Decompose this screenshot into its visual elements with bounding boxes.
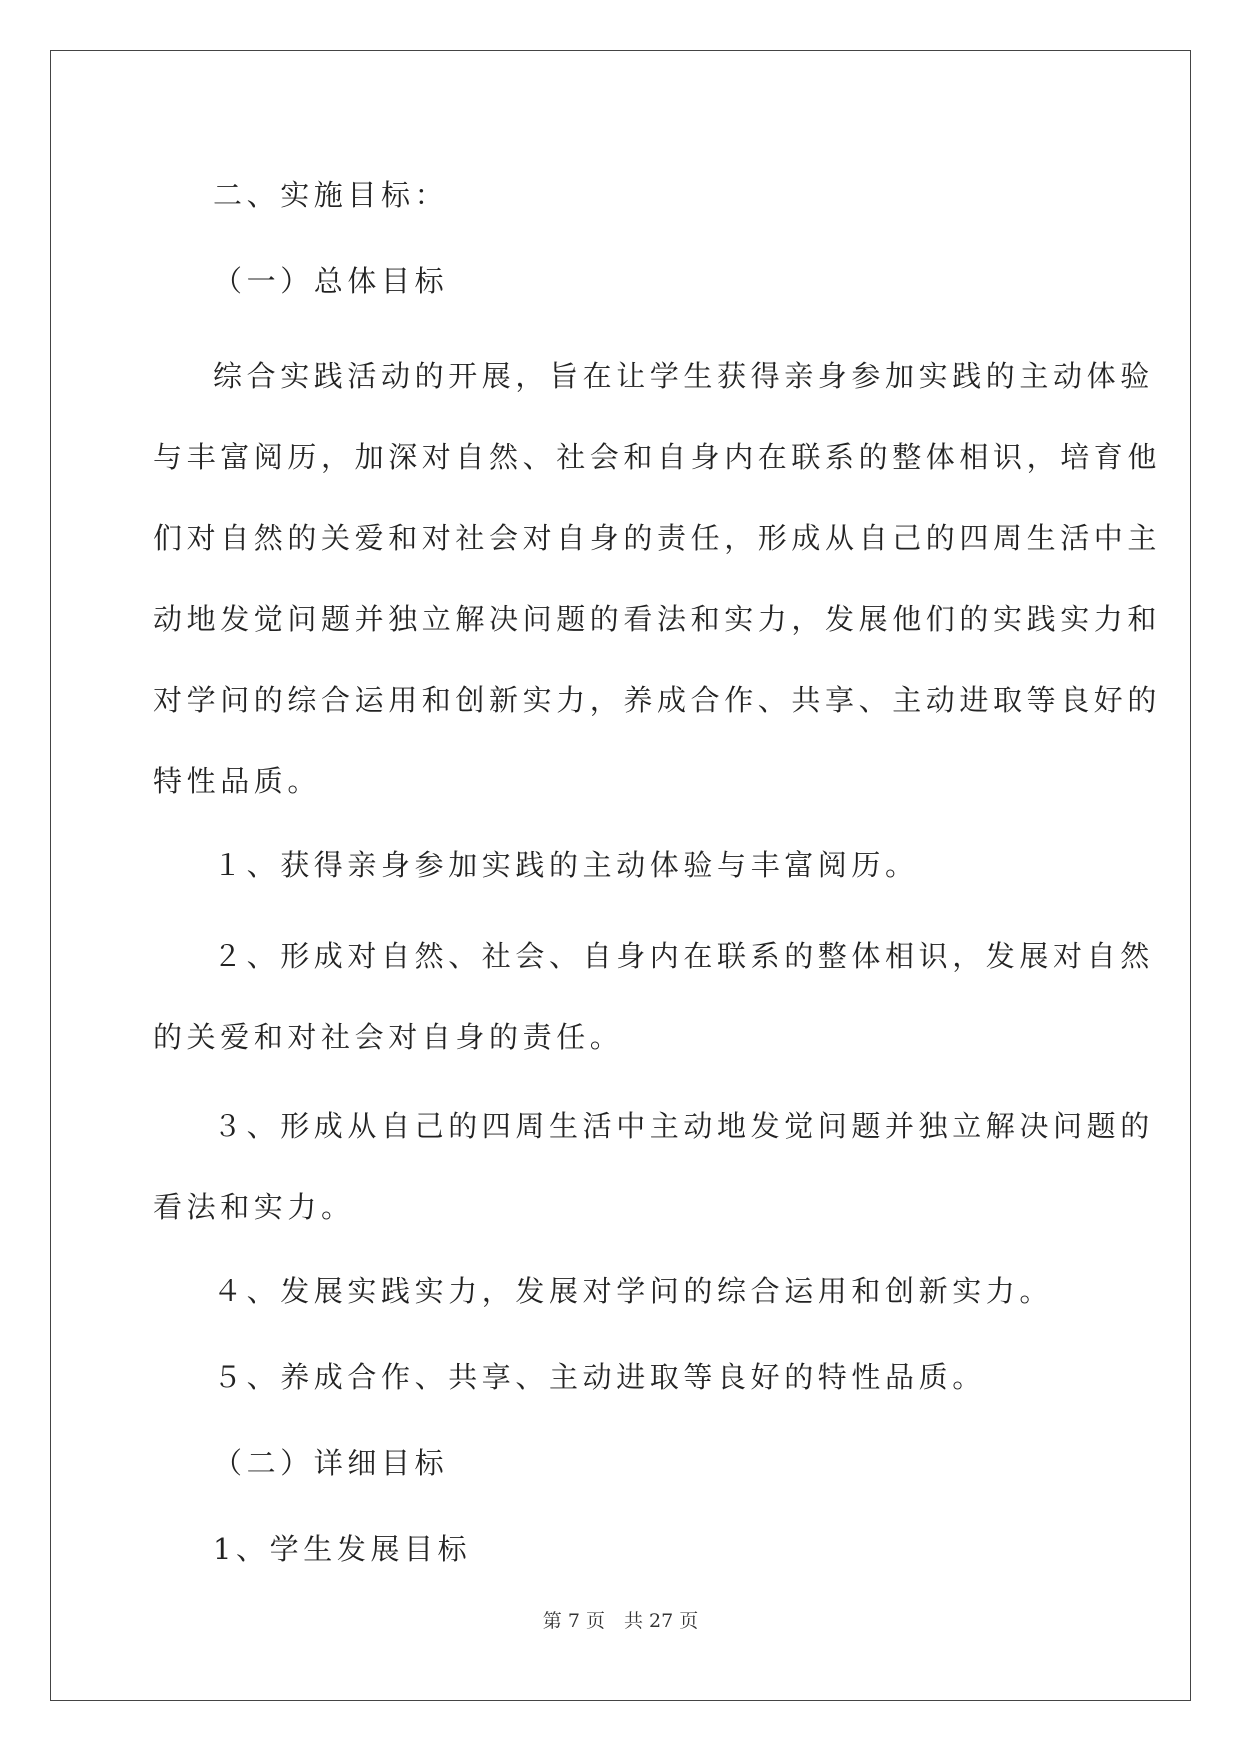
section-title-overall: （一）总体目标 <box>213 264 449 298</box>
document-body <box>153 160 1162 1600</box>
sub-item-1: 1、学生发展目标 <box>213 1532 472 1566</box>
paragraph-line: 与丰富阅历，加深对自然、社会和自身内在联系的整体相识，培育他 <box>153 440 1162 474</box>
paragraph-line: 们对自然的关爱和对社会对自身的责任，形成从自己的四周生活中主 <box>153 521 1162 555</box>
list-item-5: ５、养成合作、共享、主动进取等良好的特性品质。 <box>213 1360 986 1394</box>
paragraph-line: 对学问的综合运用和创新实力，养成合作、共享、主动进取等良好的 <box>153 683 1162 717</box>
main-heading: 二、实施目标： <box>213 178 449 212</box>
paragraph-line: 特性品质。 <box>153 764 322 798</box>
list-item-line: ２、形成对自然、社会、自身内在联系的整体相识，发展对自然 <box>213 939 1154 973</box>
list-item-line: 看法和实力。 <box>153 1190 355 1224</box>
list-item-line: ３、形成从自己的四周生活中主动地发觉问题并独立解决问题的 <box>213 1109 1154 1143</box>
list-item-3 <box>153 1086 1154 1248</box>
list-item-line: 的关爱和对社会对自身的责任。 <box>153 1020 624 1054</box>
list-item-4: ４、发展实践实力，发展对学问的综合运用和创新实力。 <box>213 1274 1054 1308</box>
paragraph-overall <box>153 336 1162 822</box>
paragraph-line: 动地发觉问题并独立解决问题的看法和实力，发展他们的实践实力和 <box>153 602 1162 636</box>
list-item-1: １、获得亲身参加实践的主动体验与丰富阅历。 <box>213 848 919 882</box>
section-title-detailed: （二）详细目标 <box>213 1446 449 1480</box>
list-item-2 <box>153 916 1154 1078</box>
page-footer: 第 7 页 共 27 页 <box>542 1610 699 1632</box>
paragraph-line: 综合实践活动的开展，旨在让学生获得亲身参加实践的主动体验 <box>213 359 1154 393</box>
